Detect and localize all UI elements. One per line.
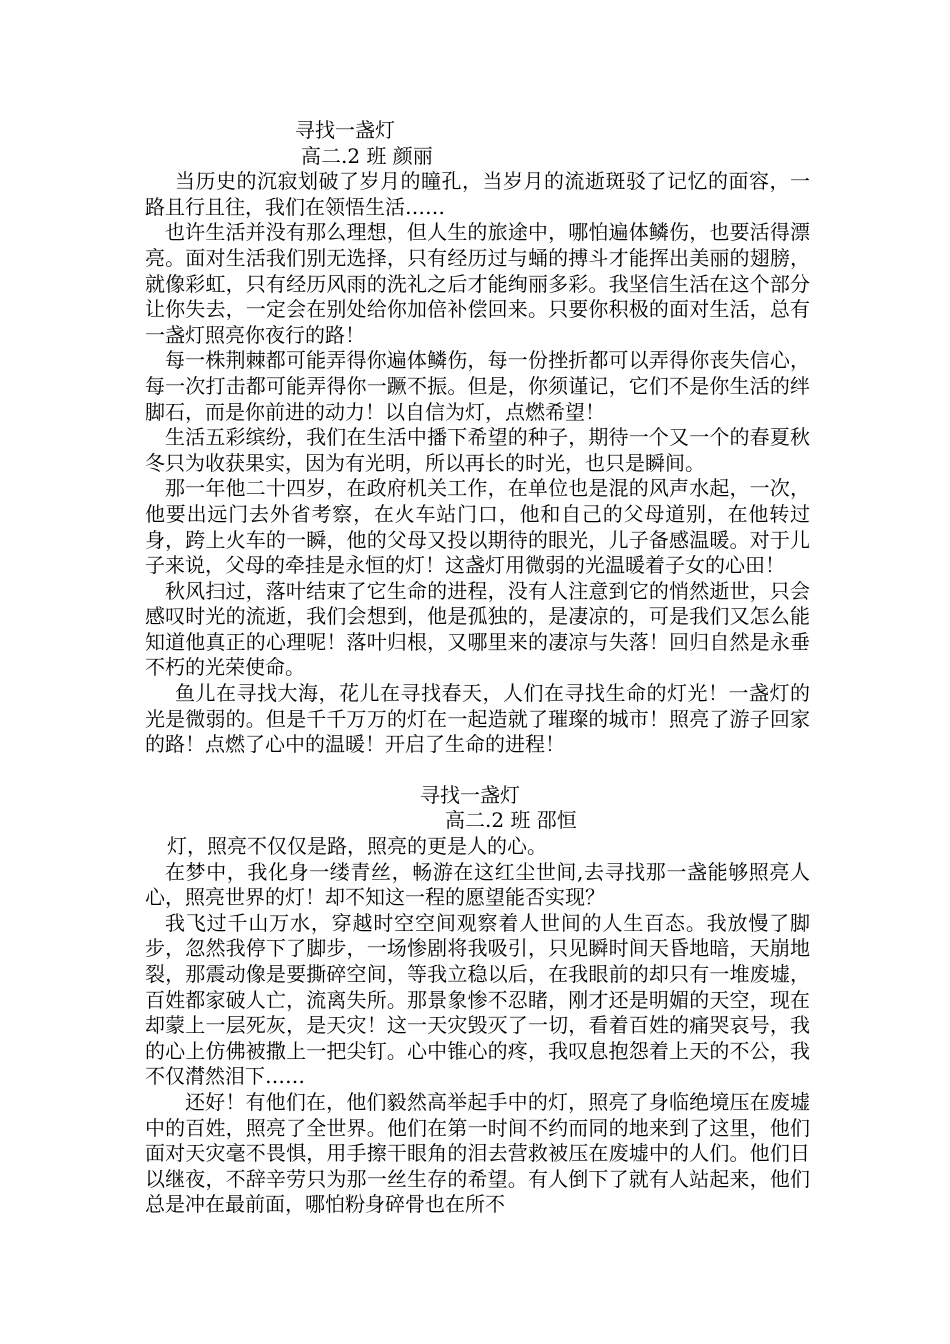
essay-2-paragraph: 灯，照亮不仅仅是路，照亮的更是人的心。: [167, 834, 547, 859]
essay-1-paragraph: 秋风扫过，落叶结束了它生命的进程，没有人注意到它的悄然逝世，只会感叹时光的流逝，我们会想到，他是孤独的，是凄凉的，可是我们又怎么能知道他真正的心理呢！落叶归根，又哪里来的凄凉与失落！回归自然是永垂不朽的光荣使命。: [145, 578, 810, 680]
essay-1-author: 高二.2 班 颜丽: [301, 143, 433, 168]
essay-1-paragraph: 生活五彩缤纷，我们在生活中播下希望的种子，期待一个又一个的春夏秋冬只为收获果实，因为有光明，所以再长的时光，也只是瞬间。: [145, 425, 810, 475]
essay-1-paragraph: 那一年他二十四岁，在政府机关工作，在单位也是混的风声水起，一次，他要出远门去外省考察，在火车站门口，他和自己的父母道别，在他转过身，跨上火车的一瞬，他的父母又投以期待的眼光，儿子备感温暖。对于儿子来说，父母的牵挂是永恒的灯！这盏灯用微弱的光温暖着子女的心田！: [145, 476, 810, 578]
essay-1-title: 寻找一盏灯: [295, 118, 395, 142]
essay-2-paragraph: 在梦中，我化身一缕青丝，畅游在这红尘世间,去寻找那一盏能够照亮人心，照亮世界的灯！却不知这一程的愿望能否实现？: [145, 859, 810, 910]
essay-1-paragraph: 鱼儿在寻找大海，花儿在寻找春天，人们在寻找生命的灯光！一盏灯的光是微弱的。但是千千万万的灯在一起造就了璀璨的城市！照亮了游子回家的路！点燃了心中的温暖！开启了生命的进程！: [145, 681, 810, 757]
document-page: [145, 118, 810, 1218]
essay-2-paragraph: 还好！有他们在，他们毅然高举起手中的灯，照亮了身临绝境压在废墟中的百姓，照亮了全世界。他们在第一时间不约而同的地来到了这里，他们面对天灾毫不畏惧，用手擦干眼角的泪去营救被压在废墟中的人们。他们日以继夜，不辞辛劳只为那一丝生存的希望。有人倒下了就有人站起来，他们总是冲在最前面，哪怕粉身碎骨也在所不: [145, 1089, 810, 1217]
essay-2-title: 寻找一盏灯: [420, 782, 520, 807]
essay-1-paragraph: 当历史的沉寂划破了岁月的瞳孔，当岁月的流逝斑驳了记忆的面容，一路且行且往，我们在领悟生活……: [145, 169, 810, 219]
essay-1-paragraph: 每一株荆棘都可能弄得你遍体鳞伤，每一份挫折都可以弄得你丧失信心，每一次打击都可能弄得你一蹶不振。但是，你须谨记，它们不是你生活的绊脚石，而是你前进的动力！以自信为灯，点燃希望！: [145, 348, 810, 424]
essay-1-paragraph: 也许生活并没有那么理想，但人生的旅途中，哪怕遍体鳞伤，也要活得漂亮。面对生活我们别无选择，只有经历过与蛹的搏斗才能挥出美丽的翅膀，就像彩虹，只有经历风雨的洗礼之后才能绚丽多彩。我坚信生活在这个部分让你失去，一定会在别处给你加倍补偿回来。只要你积极的面对生活，总有一盏灯照亮你夜行的路！: [145, 220, 810, 347]
essay-2-paragraph: 我飞过千山万水，穿越时空空间观察着人世间的人生百态。我放慢了脚步，忽然我停下了脚步，一场惨剧将我吸引，只见瞬时间天昏地暗，天崩地裂，那震动像是要撕碎空间，等我立稳以后，在我眼前的却只有一堆废墟，百姓都家破人亡，流离失所。那景象惨不忍睹，刚才还是明媚的天空，现在却蒙上一层死灰，是天灾！这一天灾毁灭了一切，看着百姓的痛哭哀号，我的心上仿佛被撒上一把尖钉。心中锥心的疼，我叹息抱怨着上天的不公，我不仅潸然泪下……: [145, 910, 810, 1089]
essay-2-author: 高二.2 班 邵恒: [445, 808, 577, 833]
